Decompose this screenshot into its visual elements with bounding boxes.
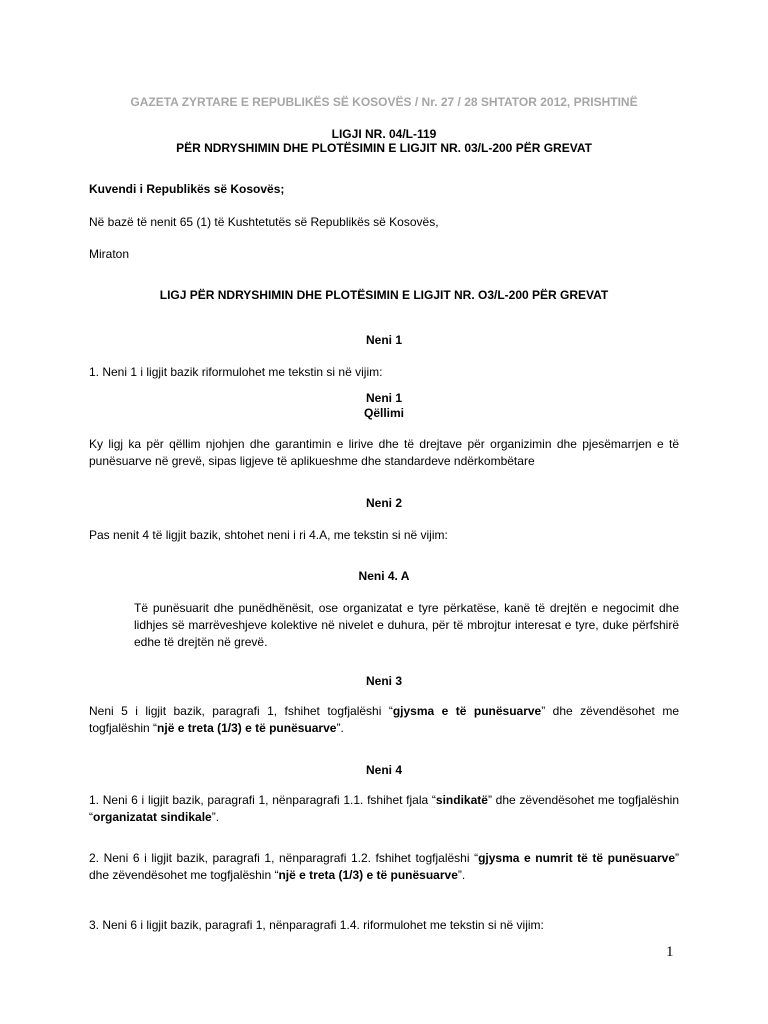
- law-heading: LIGJ PËR NDRYSHIMIN DHE PLOTËSIMIN E LIGJIT NR. O3/L-200 PËR GREVAT: [159, 288, 609, 302]
- neni-1-text: 1. Neni 1 i ligjit bazik riformulohet me tekstin si në vijim:: [89, 365, 383, 379]
- neni-4-item-1: 1. Neni 6 i ligjit bazik, paragrafi 1, nënparagrafi 1.1. fshihet fjala “sindikatë” dhe zëvendësohet me togfjalëshin “organizatat sindikale”.: [89, 793, 679, 824]
- assembly-line: Kuvendi i Republikës së Kosovës;: [89, 182, 285, 196]
- neni-1-heading: Neni 1: [365, 333, 402, 347]
- neni-3-heading: Neni 3: [365, 674, 402, 688]
- adopts-line: Miraton: [89, 247, 130, 261]
- page-number: 1: [666, 944, 674, 960]
- law-number: LIGJI NR. 04/L-119: [331, 127, 437, 141]
- neni-2-heading: Neni 2: [365, 496, 402, 510]
- neni-4-item-2: 2. Neni 6 i ligjit bazik, paragrafi 1, nënparagrafi 1.2. fshihet togfjalëshi “gjysma e numrit të të punësuarve” dhe zëvendësohet me togfjalëshin “një e treta (1/3) e të punësuarve”.: [89, 851, 679, 882]
- gazette-header: GAZETA ZYRTARE E REPUBLIKËS SË KOSOVËS / Nr. 27 / 28 SHTATOR 2012, PRISHTINË: [130, 95, 638, 109]
- legal-basis: Në bazë të nenit 65 (1) të Kushtetutës së Republikës së Kosovës,: [89, 215, 439, 229]
- neni-4-item-3: 3. Neni 6 i ligjit bazik, paragrafi 1, nënparagrafi 1.4. riformulohet me tekstin si në vijim:: [89, 918, 544, 932]
- neni-4a-text: Të punësuarit dhe punëdhënësit, ose organizatat e tyre përkatëse, kanë të drejtën e negocimit dhe lidhjes së marrëveshjeve kolektive në nivelet e duhura, për të mbrojtur interesat e tyre, duke përfshirë edhe të drejtën në grevë.: [134, 601, 679, 649]
- law-title: PËR NDRYSHIMIN DHE PLOTËSIMIN E LIGJIT NR. 03/L-200 PËR GREVAT: [176, 141, 592, 155]
- neni-4a-heading: Neni 4. A: [358, 569, 410, 583]
- neni-3-text: Neni 5 i ligjit bazik, paragrafi 1, fshihet togfjalëshi “gjysma e të punësuarve” dhe zëvendësohet me togfjalëshin “një e treta (1/3) e të punësuarve”.: [89, 704, 679, 735]
- neni-4-heading: Neni 4: [365, 763, 402, 777]
- neni-1-sub-text: Ky ligj ka për qëllim njohjen dhe garantimin e lirive dhe të drejtave për organizimin dhe pjesëmarrjen e të punësuarve në grevë, sipas ligjeve të aplikueshme dhe standardeve ndërkombëtare: [89, 437, 679, 468]
- neni-1-sub-title: Qëllimi: [363, 406, 404, 420]
- neni-1-sub-heading: Neni 1: [365, 391, 402, 405]
- neni-2-text: Pas nenit 4 të ligjit bazik, shtohet neni i ri 4.A, me tekstin si në vijim:: [89, 528, 448, 542]
